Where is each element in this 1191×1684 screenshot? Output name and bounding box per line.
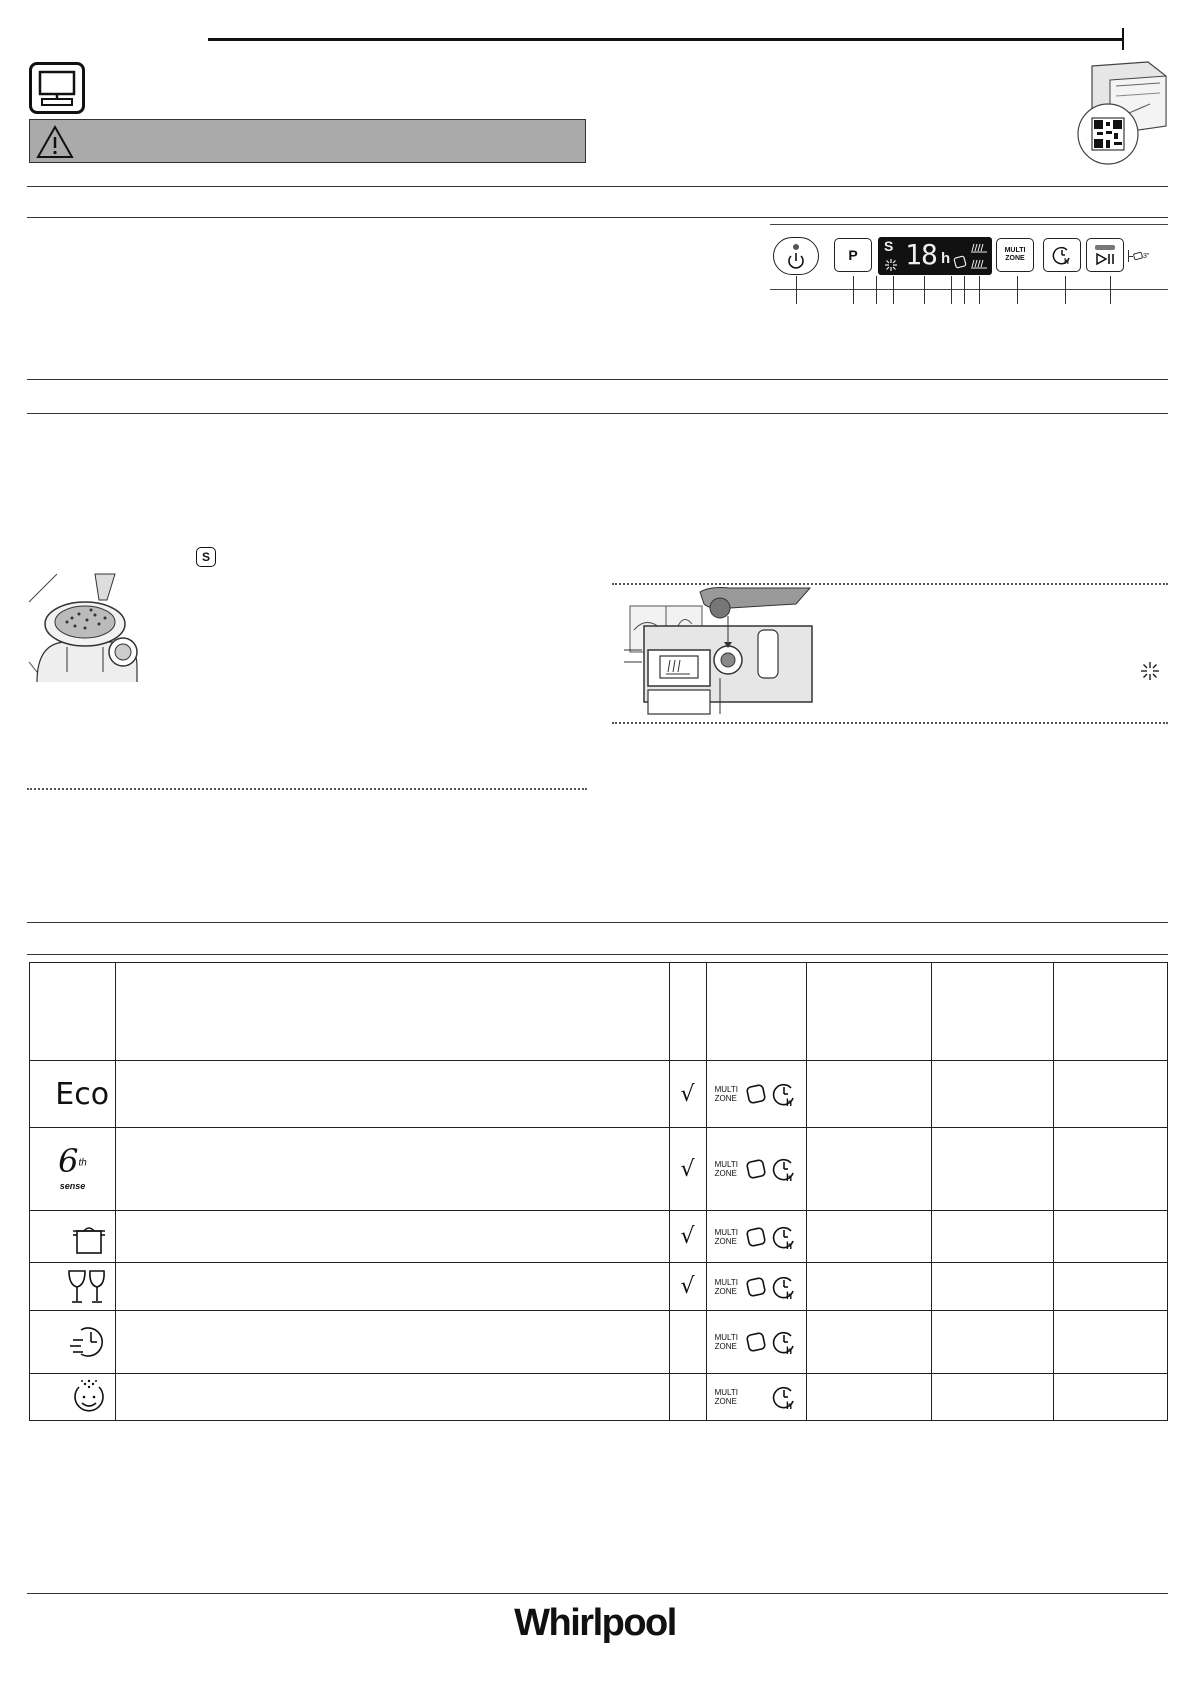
value-cell: [931, 1061, 1053, 1128]
clock-h-icon: [771, 1274, 797, 1300]
power-icon: [774, 238, 818, 274]
multizone-label-2: ZONE: [1005, 255, 1025, 262]
multi-label: MULTI: [714, 1333, 738, 1342]
rinse-aid-star-icon: [884, 258, 898, 272]
tablet-icon: [744, 1330, 768, 1354]
section-rule-1: [27, 186, 1168, 187]
display-digit-2: 8: [921, 238, 938, 271]
clock-h-icon: [771, 1156, 797, 1182]
tablet-icon: [744, 1225, 768, 1249]
programs-table: [29, 962, 1168, 1421]
options-cell: [706, 1211, 806, 1263]
header-cell: [669, 963, 706, 1061]
svg-text:h: h: [785, 1240, 792, 1250]
program-icon-cell: [30, 1061, 116, 1128]
sixth-sup: th: [78, 1157, 87, 1169]
callout-11: [1110, 276, 1111, 304]
salt-symbol: [196, 547, 216, 567]
callout-9: [1017, 276, 1018, 304]
warning-triangle-icon: [35, 124, 75, 160]
svg-text:h: h: [785, 1346, 792, 1355]
header-rule: [208, 38, 1123, 41]
program-icon-cell: [30, 1211, 116, 1263]
value-cell: [806, 1311, 931, 1374]
dishwasher-qr-illustration: [1070, 56, 1170, 168]
value-cell: [931, 1128, 1053, 1211]
salt-dotted-rule: [27, 788, 587, 790]
check-cell: √: [669, 1061, 706, 1128]
detergent-dotted-rule-top: [612, 583, 1168, 585]
zone-label: ZONE: [714, 1397, 737, 1406]
svg-text:h: h: [1064, 257, 1069, 266]
value-cell: [931, 1211, 1053, 1263]
program-icon-cell: [30, 1128, 116, 1211]
warning-bar: [29, 119, 586, 163]
table-header-row: [30, 963, 1168, 1061]
zone-label: ZONE: [714, 1236, 737, 1246]
sense-label: sense: [59, 1181, 86, 1191]
multizone-lower-icon: [970, 258, 988, 270]
tablet-hold-time: 3": [1143, 252, 1150, 260]
multi-label: MULTI: [714, 1085, 738, 1094]
multizone-upper-icon: [970, 242, 988, 254]
value-cell: [806, 1061, 931, 1128]
section-rule-5: [27, 922, 1168, 923]
header-cell: [931, 963, 1053, 1061]
table-row: [30, 1211, 1168, 1263]
eco-label: Eco: [55, 1076, 110, 1112]
value-cell: [1053, 1311, 1167, 1374]
value-cell: [806, 1263, 931, 1311]
display-screen: [878, 237, 992, 275]
delay-button[interactable]: [1043, 238, 1081, 272]
value-cell: [1053, 1061, 1167, 1128]
value-cell: [1053, 1128, 1167, 1211]
salt-symbol-letter: S: [201, 550, 210, 564]
play-pause-icon: [1094, 252, 1116, 266]
description-cell: [116, 1128, 669, 1211]
value-cell: [806, 1128, 931, 1211]
table-row: [30, 1061, 1168, 1128]
clock-h-icon: [771, 1329, 797, 1355]
glasses-icon: [65, 1267, 109, 1307]
brand-name: Whirlpool: [514, 1602, 676, 1644]
callout-8: [979, 276, 980, 304]
zone-label: ZONE: [714, 1342, 737, 1351]
description-cell: [116, 1061, 669, 1128]
check-cell: [669, 1374, 706, 1421]
multizone-button[interactable]: [996, 238, 1034, 272]
callout-4: [893, 276, 894, 304]
program-icon-cell: [30, 1263, 116, 1311]
check-cell: √: [669, 1211, 706, 1263]
program-button[interactable]: [834, 238, 872, 272]
table-row: [30, 1311, 1168, 1374]
multizone-label-1: MULTI: [1004, 247, 1026, 254]
multizone-option: [715, 1388, 741, 1406]
callout-3: [876, 276, 877, 304]
multizone-option: [715, 1333, 741, 1351]
tablet-icon: [953, 255, 967, 269]
tablet-icon: [744, 1157, 768, 1181]
tablet-hold-indicator: [1128, 250, 1149, 262]
multi-label: MULTI: [714, 1388, 738, 1397]
value-cell: [806, 1211, 931, 1263]
header-cell: [706, 963, 806, 1061]
table-row: [30, 1263, 1168, 1311]
program-button-label: P: [848, 247, 858, 263]
description-cell: [116, 1263, 669, 1311]
rinse-aid-star-icon-2: [1140, 661, 1160, 681]
zone-label: ZONE: [714, 1286, 737, 1296]
callout-6: [951, 276, 952, 304]
callout-10: [1065, 276, 1066, 304]
callout-2: [853, 276, 854, 304]
options-cell: [706, 1128, 806, 1211]
options-cell: [706, 1263, 806, 1311]
clock-h-icon: [1051, 244, 1073, 266]
multizone-option: [715, 1228, 741, 1246]
callout-5: [924, 276, 925, 304]
multizone-option: [715, 1085, 741, 1103]
svg-text:h: h: [785, 1401, 792, 1410]
section-rule-2: [27, 217, 1168, 218]
check-cell: [669, 1311, 706, 1374]
multi-label: MULTI: [714, 1227, 738, 1237]
clock-h-icon: [771, 1224, 797, 1250]
section-rule-4: [27, 413, 1168, 414]
display-digit-1: 1: [905, 238, 922, 271]
header-cell: [116, 963, 669, 1061]
tablet-icon: [744, 1082, 768, 1106]
value-cell: [806, 1374, 931, 1421]
table-row: [30, 1128, 1168, 1211]
detergent-dispenser-illustration: [620, 586, 820, 718]
multizone-option: [715, 1160, 741, 1178]
clock-h-icon: [771, 1081, 797, 1107]
callout-7: [964, 276, 965, 304]
svg-text:h: h: [785, 1098, 792, 1107]
quick-wash-icon: [67, 1322, 109, 1362]
detergent-dotted-rule-bottom: [612, 722, 1168, 724]
header-rule-end: [1122, 28, 1124, 50]
value-cell: [931, 1263, 1053, 1311]
header-cell: [30, 963, 116, 1061]
tablet-icon: [744, 1275, 768, 1299]
brand-logo: [505, 1602, 685, 1652]
multi-label: MULTI: [714, 1277, 738, 1287]
check-cell: √: [669, 1263, 706, 1311]
6th-sense-icon: [30, 1142, 115, 1193]
section-rule-6: [27, 954, 1168, 955]
options-cell: [706, 1061, 806, 1128]
display-salt-s: S: [884, 238, 894, 254]
options-cell: [706, 1311, 806, 1374]
zone-label: ZONE: [714, 1094, 737, 1103]
power-button[interactable]: [773, 237, 819, 275]
monitor-icon: [29, 62, 85, 114]
value-cell: [931, 1311, 1053, 1374]
pot-icon: [69, 1217, 109, 1257]
svg-text:h: h: [785, 1290, 792, 1300]
display-hours: h: [941, 250, 951, 267]
multi-label: MULTI: [714, 1160, 738, 1169]
options-cell: [706, 1374, 806, 1421]
program-icon-cell: [30, 1311, 116, 1374]
description-cell: [116, 1374, 669, 1421]
description-cell: [116, 1311, 669, 1374]
clock-h-icon: [771, 1384, 797, 1410]
multizone-option: [715, 1278, 741, 1296]
tablet-small-icon: [1133, 251, 1143, 261]
callout-1: [796, 276, 797, 304]
start-indicator-light: [1095, 245, 1115, 250]
start-pause-button[interactable]: [1086, 238, 1124, 272]
footer-rule: [27, 1593, 1168, 1594]
program-icon-cell: [30, 1374, 116, 1421]
header-cell: [1053, 963, 1167, 1061]
zone-label: ZONE: [714, 1169, 737, 1178]
value-cell: [1053, 1263, 1167, 1311]
salt-filling-illustration: [27, 572, 152, 690]
value-cell: [1053, 1211, 1167, 1263]
section-rule-3: [27, 379, 1168, 380]
header-cell: [806, 963, 931, 1061]
smile-soak-icon: [69, 1377, 109, 1417]
sixth-number: 6: [58, 1142, 79, 1180]
value-cell: [931, 1374, 1053, 1421]
table-row: [30, 1374, 1168, 1421]
check-cell: √: [669, 1128, 706, 1211]
description-cell: [116, 1211, 669, 1263]
value-cell: [1053, 1374, 1167, 1421]
svg-text:h: h: [785, 1173, 792, 1182]
qr-code-icon: [1092, 118, 1124, 150]
